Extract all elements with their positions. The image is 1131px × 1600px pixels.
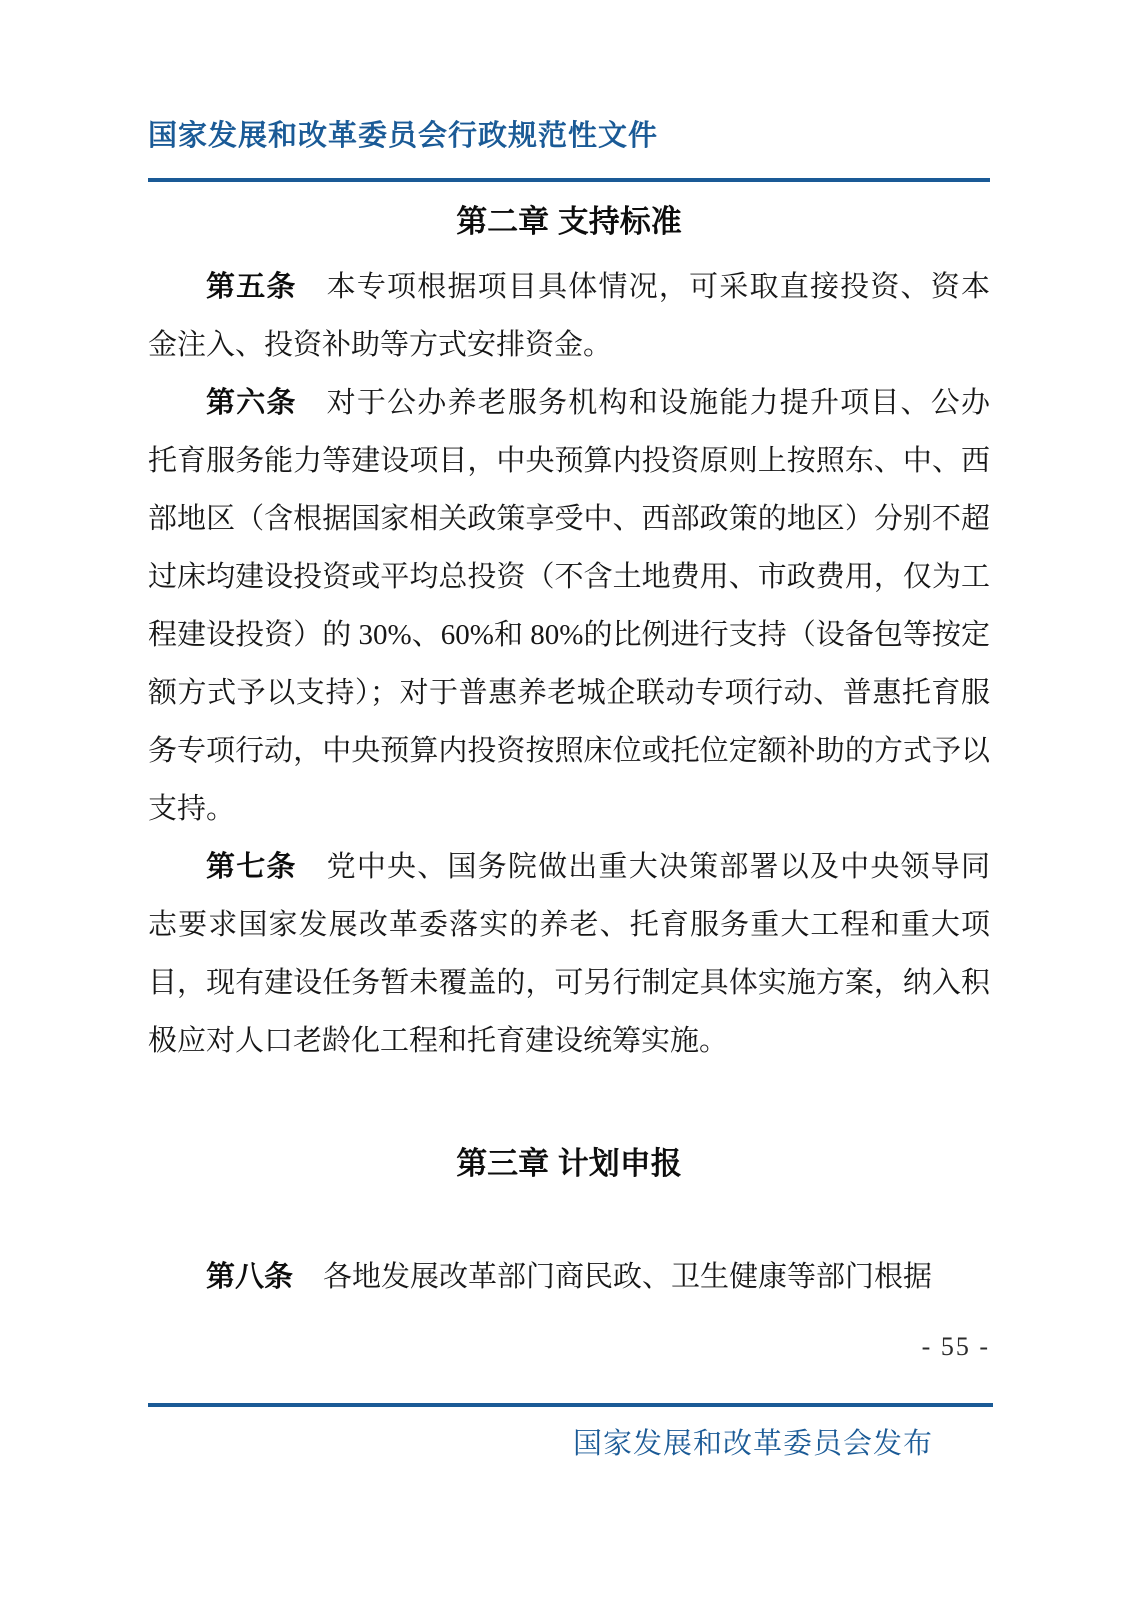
article-8-text: 各地发展改革部门商民政、卫生健康等部门根据	[323, 1261, 933, 1293]
publisher-label: 国家发展和改革委员会发布	[572, 1428, 933, 1460]
article-5-number: 第五条	[206, 271, 297, 303]
article-6	[148, 374, 990, 838]
header-divider	[148, 178, 990, 182]
chapter-2-heading: 第二章 支持标准	[456, 204, 682, 239]
article-7-text: 党中央、国务院做出重大决策部署以及中央领导同志要求国家发展改革委落实的养老、托育服务重大工程和重大项目，现有建设任务暂未覆盖的，可另行制定具体实施方案，纳入积极应对人口老龄化工程和托育建设统筹实施。	[148, 851, 990, 1057]
page-content	[148, 0, 990, 1306]
article-7-number: 第七条	[206, 851, 297, 883]
chapter-3-heading: 第三章 计划申报	[456, 1146, 682, 1181]
article-8-number: 第八条	[206, 1261, 294, 1293]
article-6-number: 第六条	[206, 387, 297, 419]
footer-divider	[148, 1403, 993, 1407]
article-6-text: 对于公办养老服务机构和设施能力提升项目、公办托育服务能力等建设项目，中央预算内投资原则上按照东、中、西部地区（含根据国家相关政策享受中、西部政策的地区）分别不超过床均建设投资或平均总投资（不含土地费用、市政费用，仅为工程建设投资）的 30%、60%和 80%的比例进行支持（设备包等按定额方式予以支持）；对于普惠养老城企联动专项行动、普惠托育服务专项行动，中央预算内投资按照床位或托位定额补助的方式予以支持。	[148, 387, 990, 825]
article-7	[148, 838, 990, 1070]
article-5	[148, 258, 990, 374]
page-number: - 55 -	[921, 1332, 990, 1361]
article-8	[148, 1248, 990, 1306]
article-5-text: 本专项根据项目具体情况，可采取直接投资、资本金注入、投资补助等方式安排资金。	[148, 271, 990, 361]
header-title: 国家发展和改革委员会行政规范性文件	[148, 120, 659, 152]
